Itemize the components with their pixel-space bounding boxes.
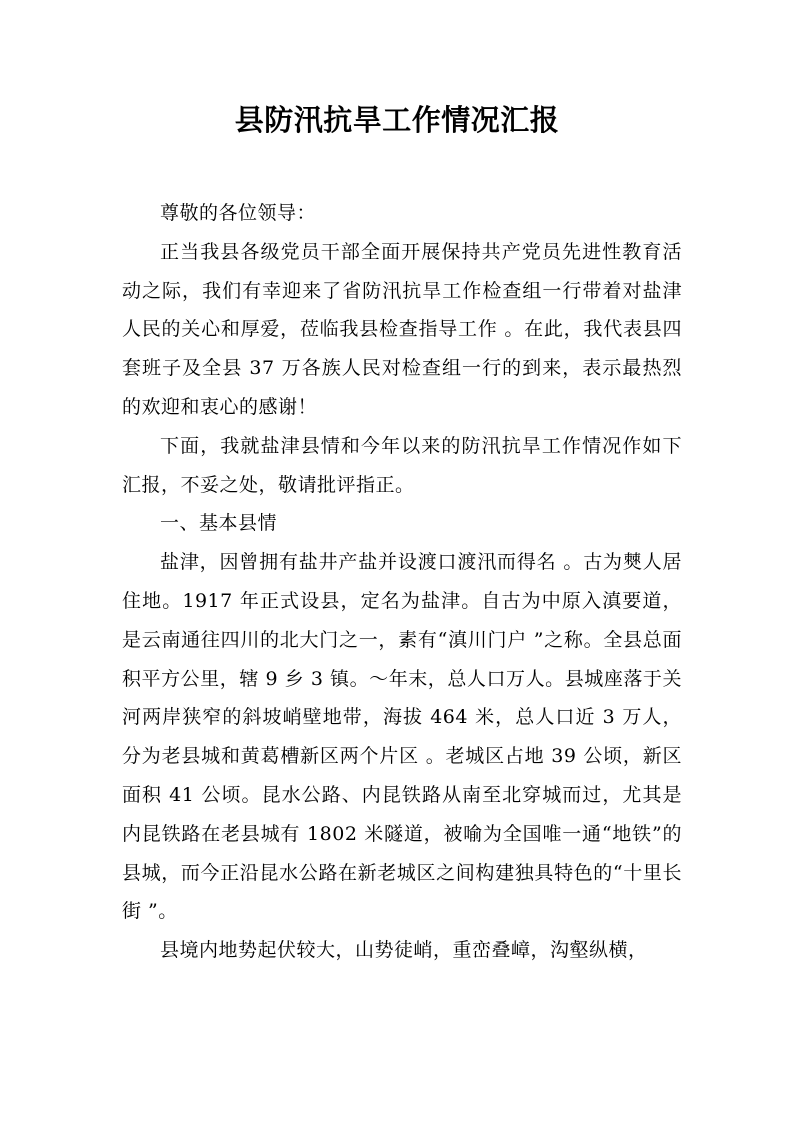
document-body: [122, 194, 682, 970]
salutation-paragraph: 尊敬的各位领导：: [160, 202, 317, 224]
intro-paragraph: 下面，我就盐津县情和今年以来的防汛抗旱工作情况作如下汇报，不妥之处，敬请批评指正。: [122, 434, 682, 496]
county-overview-paragraph: 盐津，因曾拥有盐井产盐并设渡口渡汛而得名 。古为僰人居住地。1917 年正式设县，定名为盐津。自古为中原入滇要道，是云南通往四川的北大门之一，素有“滇川门户 ”之称。全县总面积平方公里，辖 9 乡 3 镇。～年末，总人口万人。县城座落于关河两岸狭窄的斜坡峭壁地带，海拔 464 米，总人口近 3 万人，分为老县城和黄葛槽新区两个片区 。老城区占地 39 公顷，新区面积 41 公顷。昆水公路、内昆铁路从南至北穿城而过，尤其是内昆铁路在老县城有 1802 米隧道，被喻为全国唯一通“地铁”的县城，而今正沿昆水公路在新老城区之间构建独具特色的“十里长街 ”。: [122, 551, 682, 923]
section-heading: 一、基本县情: [160, 512, 278, 535]
document-title: 县防汛抗旱工作情况汇报: [234, 103, 560, 137]
welcome-paragraph: 正当我县各级党员干部全面开展保持共产党员先进性教育活动之际，我们有幸迎来了省防汛抗旱工作检查组一行带着对盐津人民的关心和厚爱，莅临我县检查指导工作 。在此，我代表县四套班子及全县 37 万各族人民对检查组一行的到来，表示最热烈的欢迎和衷心的感谢！: [122, 240, 682, 418]
terrain-paragraph: 县境内地势起伏较大，山势徒峭，重峦叠嶂，沟壑纵横，: [160, 939, 648, 962]
